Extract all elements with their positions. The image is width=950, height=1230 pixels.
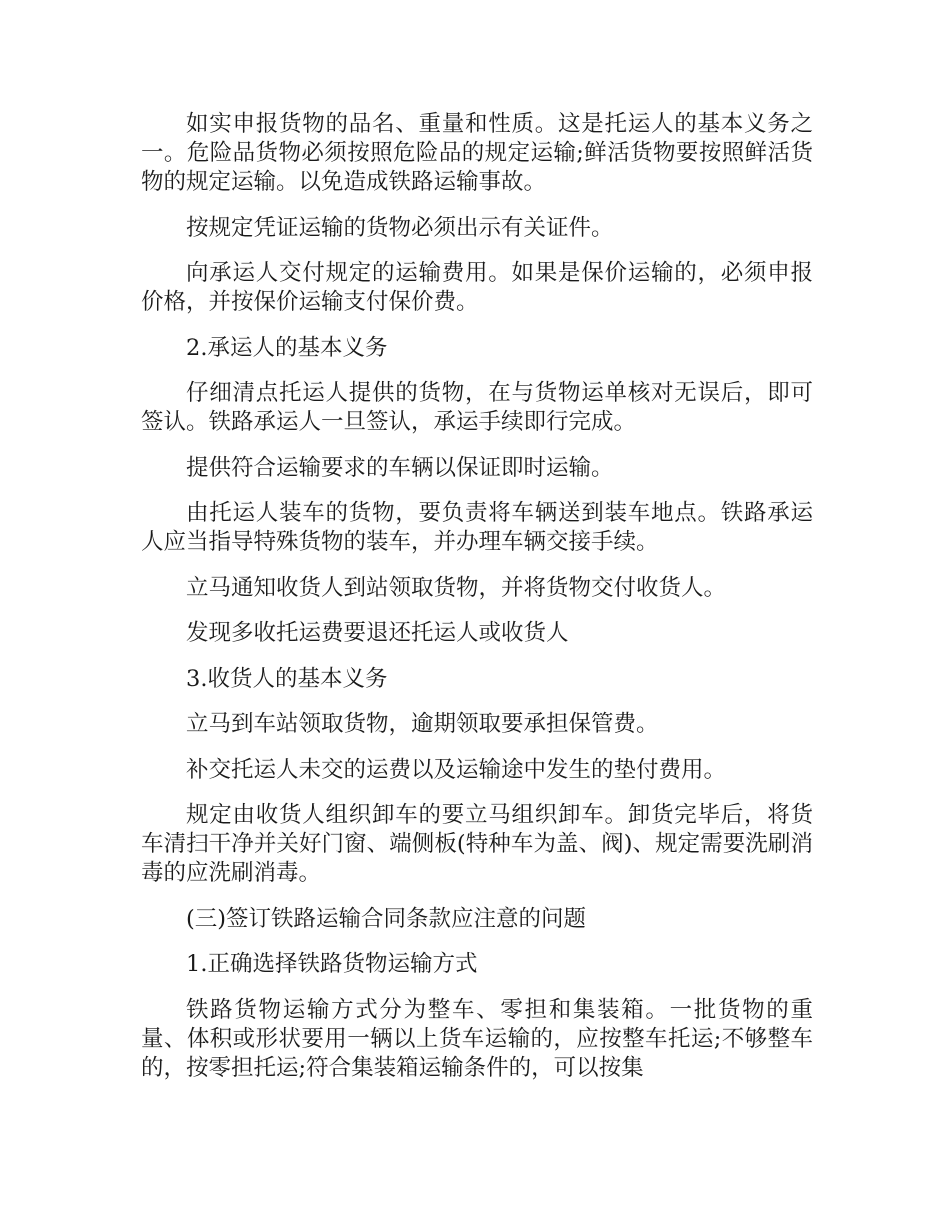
section-heading-consignee-duties: 3.收货人的基本义务 <box>186 665 388 692</box>
section-heading-carrier-duties: 2.承运人的基本义务 <box>186 334 388 361</box>
paragraph-shipper-declare: 如实申报货物的品名、重量和性质。这是托运人的基本义务之一。危险品货物必须按照危险品的规定运输;鲜活货物要按照鲜活货物的规定运输。以免造成铁路运输事故。 <box>141 111 813 195</box>
paragraph-consignee-unloading: 规定由收货人组织卸车的要立马组织卸车。卸货完毕后，将货车清扫干净并关好门窗、端侧板(特种车为盖、阀)、规定需要洗刷消毒的应洗刷消毒。 <box>141 802 813 886</box>
paragraph-carrier-loading: 由托运人装车的货物，要负责将车辆送到装车地点。铁路承运人应当指导特殊货物的装车，并办理车辆交接手续。 <box>141 500 813 555</box>
section-heading-transport-mode: 1.正确选择铁路货物运输方式 <box>186 951 478 977</box>
paragraph-consignee-payment: 补交托运人未交的运费以及运输途中发生的垫付费用。 <box>186 756 727 783</box>
paragraph-consignee-pickup: 立马到车站领取货物，逾期领取要承担保管费。 <box>186 711 659 737</box>
paragraph-carrier-refund: 发现多收托运费要退还托运人或收货人 <box>186 620 569 646</box>
paragraph-carrier-vehicles: 提供符合运输要求的车辆以保证即时运输。 <box>186 454 614 481</box>
paragraph-carrier-notify: 立马通知收货人到站领取货物，并将货物交付收货人。 <box>186 574 727 601</box>
paragraph-transport-modes: 铁路货物运输方式分为整车、零担和集装箱。一批货物的重量、体积或形状要用一辆以上货车运输的，应按整车托运;不够整车的，按零担托运;符合集装箱运输条件的，可以按集 <box>141 996 813 1081</box>
paragraph-carrier-check: 仔细清点托运人提供的货物，在与货物运单核对无误后，即可签认。铁路承运人一旦签认，承运手续即行完成。 <box>141 380 813 435</box>
paragraph-shipper-certificate: 按规定凭证运输的货物必须出示有关证件。 <box>186 214 614 241</box>
document-body <box>141 110 813 1099</box>
section-heading-contract-issues: (三)签订铁路运输合同条款应注意的问题 <box>186 905 587 932</box>
paragraph-shipper-fee: 向承运人交付规定的运输费用。如果是保价运输的，必须申报价格，并按保价运输支付保价费。 <box>141 260 813 315</box>
